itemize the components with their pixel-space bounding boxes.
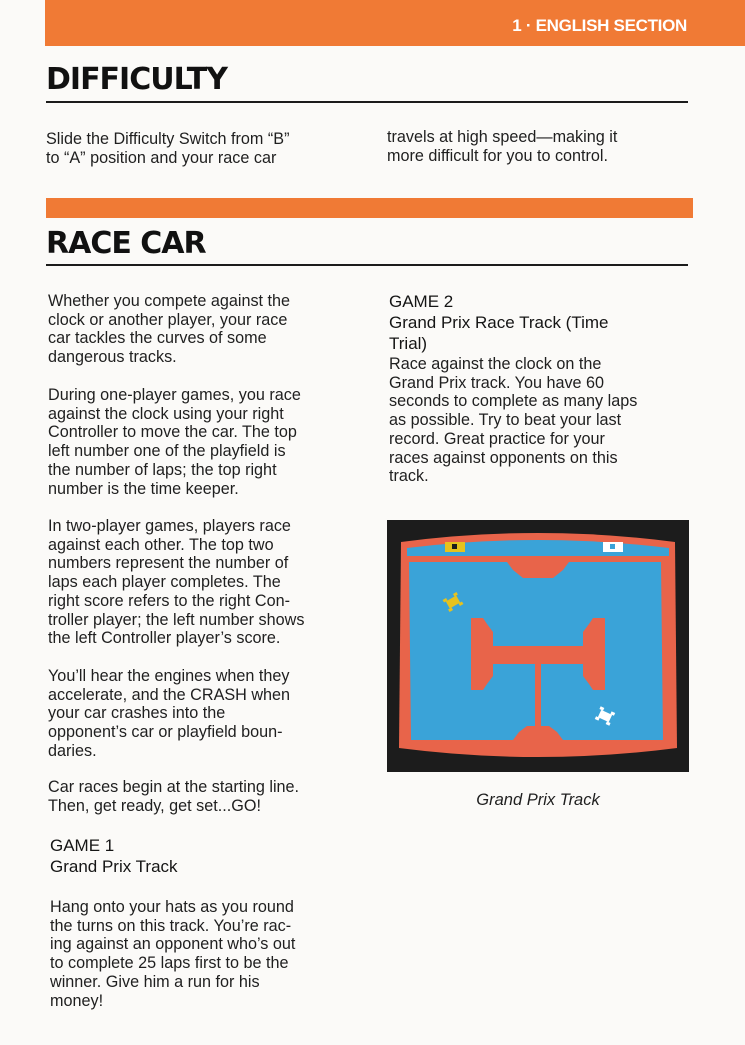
grand-prix-track-figure bbox=[387, 520, 689, 772]
grand-prix-track-screen bbox=[387, 520, 689, 772]
start-line bbox=[535, 664, 541, 726]
header-bar bbox=[45, 0, 745, 46]
intro-paragraph: Whether you compete against the clock or another player, your race car tackles the curves of some dangerous tracks. bbox=[48, 292, 291, 367]
right-score-digit bbox=[610, 544, 615, 549]
game1-text: Hang onto your hats as you round the turns on this track. You’re rac- ing against an opponent who’s out to complete 25 laps first to be the winner. Give him a run for his money! bbox=[50, 898, 296, 1010]
left-score-digit bbox=[452, 544, 457, 549]
figure-caption: Grand Prix Track bbox=[476, 791, 600, 809]
section-label: 1 · ENGLISH SECTION bbox=[512, 16, 687, 35]
two-player-paragraph: In two-player games, players race against each other. The top two numbers represent the number of laps each player completes. The right score refers to the right Con- troller player; the left number shows the left Controller player’s score. bbox=[48, 517, 305, 648]
difficulty-text-col2: travels at high speed—making it more difficult for you to control. bbox=[387, 128, 618, 165]
game2-text: Race against the clock on the Grand Prix track. You have 60 seconds to complete as many laps as possible. Try to beat your last record. Great practice for your races against opponents on this track. bbox=[389, 355, 638, 486]
starting-line-paragraph: Car races begin at the starting line. Then, get ready, get set...GO! bbox=[48, 778, 300, 815]
difficulty-heading: DIFFICULTY bbox=[46, 62, 227, 97]
section-divider-bar bbox=[46, 198, 693, 218]
difficulty-rule bbox=[46, 101, 688, 103]
engine-sounds-paragraph: You’ll hear the engines when they accelerate, and the CRASH when your car crashes into the opponent’s car or playfield boun- daries. bbox=[48, 667, 291, 760]
race-car-rule bbox=[46, 264, 688, 266]
one-player-paragraph: During one-player games, you race against the clock using your right Controller to move the car. The top left number one of the playfield is the number of laps; the top right number is the time keeper. bbox=[48, 386, 301, 498]
game2-heading: GAME 2 Grand Prix Race Track (Time Trial) bbox=[389, 292, 609, 353]
game1-heading: GAME 1 Grand Prix Track bbox=[50, 836, 178, 876]
race-car-heading: RACE CAR bbox=[46, 226, 206, 261]
difficulty-text-col1: Slide the Difficulty Switch from “B” to “A” position and your race car bbox=[46, 130, 290, 167]
